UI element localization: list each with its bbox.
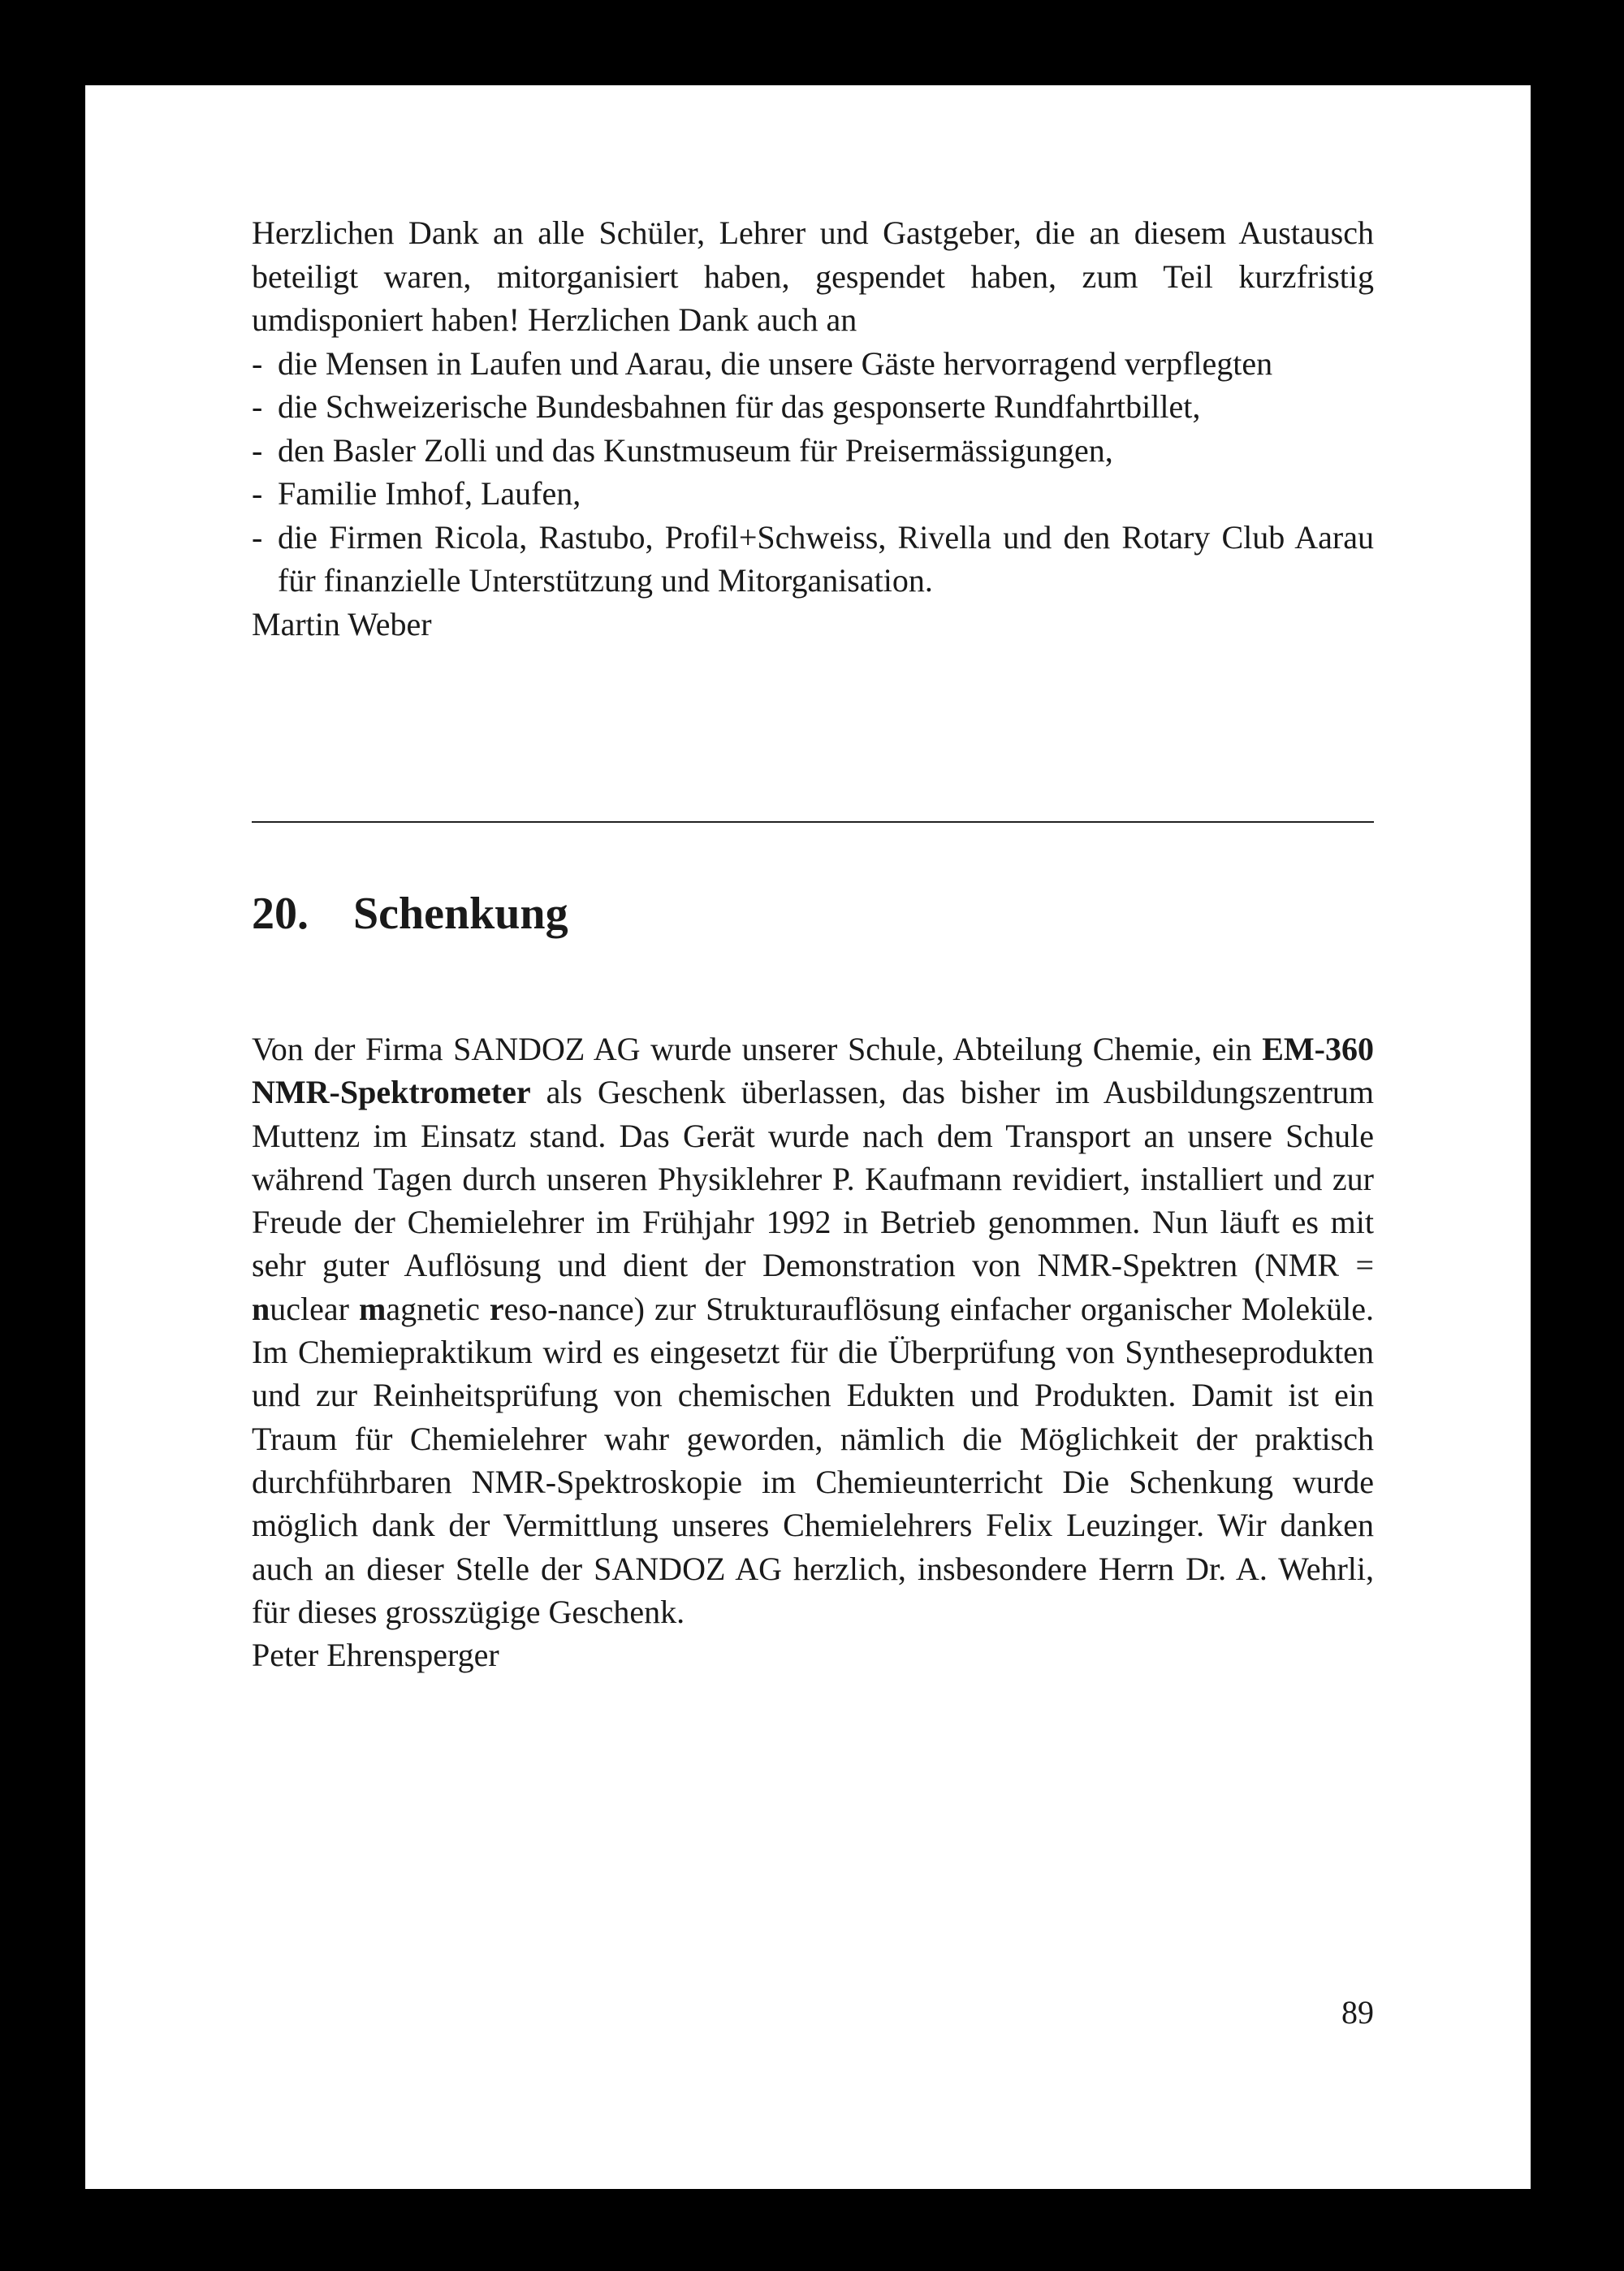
device-name: EM-360 NMR-Spektrometer bbox=[252, 1031, 1374, 1111]
list-item-text: die Firmen Ricola, Rastubo, Profil+Schweiss, Rivella und den Rotary Club Aarau für finanzielle Unterstützung und Mitorganisation. bbox=[278, 518, 1374, 599]
nmr-m-rest: agnetic bbox=[386, 1290, 480, 1327]
list-item bbox=[252, 472, 1374, 516]
body-text-2: als Geschenk überlassen, das bisher im Ausbildungszentrum Muttenz im Einsatz stand. Das Gerät wurde nach dem Transport an unsere Schule während Tagen durch unseren Physiklehrer P. Kaufmann revidiert, installiert und zur Freude der Chemielehrer im Frühjahr 1992 in Betrieb genommen. Nun läuft es mit sehr guter Auflösung und dient der Demonstration von NMR-Spektren (NMR = bbox=[252, 1074, 1375, 1284]
list-dash: - bbox=[252, 344, 263, 382]
thanks-signature: Martin Weber bbox=[252, 605, 432, 642]
section-number: 20. bbox=[252, 889, 309, 939]
list-item-text: den Basler Zolli und das Kunstmuseum für Preisermässigungen, bbox=[278, 431, 1113, 469]
list-dash: - bbox=[252, 475, 263, 512]
section-heading bbox=[252, 885, 568, 942]
list-item-text: Familie Imhof, Laufen, bbox=[278, 475, 581, 512]
list-item bbox=[252, 516, 1374, 603]
body-text-3: zur Strukturauflösung einfacher organischer Moleküle. Im Chemiepraktikum wird es eingesetzt für die Überprüfung von Syntheseprodukten und zur Reinheitsprüfung von chemischen Edukten und Produkten. Damit ist ein Traum für Chemielehrer wahr geworden, nämlich die Möglichkeit der praktisch durchführbaren NMR-Spektroskopie im Chemieunterricht Die Schenkung wurde möglich dank der Vermittlung unseres Chemielehrers Felix Leuzinger. Wir danken auch an dieser Stelle der SANDOZ AG herzlich, insbesondere Herrn Dr. A. Wehrli, für dieses grosszügige Geschenk. bbox=[252, 1290, 1375, 1630]
nmr-r-rest: eso-nance) bbox=[503, 1290, 645, 1327]
nmr-n-letter: n bbox=[252, 1290, 270, 1327]
list-item bbox=[252, 429, 1374, 473]
nmr-r-letter: r bbox=[489, 1290, 504, 1327]
section-body bbox=[252, 1027, 1374, 1676]
list-item bbox=[252, 342, 1374, 386]
section-title: Schenkung bbox=[353, 889, 568, 939]
thanks-intro: Herzlichen Dank an alle Schüler, Lehrer und Gastgeber, die an diesem Austausch beteiligt waren, mitorganisiert haben, gespendet haben, zum Teil kurzfristig umdisponiert haben! Herzlichen Dank auch an bbox=[252, 214, 1374, 338]
nmr-m-letter: m bbox=[359, 1290, 387, 1327]
section-divider bbox=[252, 821, 1374, 823]
body-text-1: Von der Firma SANDOZ AG wurde unserer Schule, Abteilung Chemie, ein bbox=[252, 1031, 1252, 1067]
thanks-block bbox=[252, 211, 1374, 646]
section-paragraph bbox=[252, 1027, 1374, 1633]
document-page bbox=[85, 85, 1531, 2189]
list-dash: - bbox=[252, 388, 263, 425]
page-number: 89 bbox=[1341, 1994, 1374, 2031]
nmr-n-rest: uclear bbox=[270, 1290, 349, 1327]
section-signature: Peter Ehrensperger bbox=[252, 1637, 499, 1674]
list-dash: - bbox=[252, 431, 263, 469]
list-item-text: die Mensen in Laufen und Aarau, die unsere Gäste hervorragend verpflegten bbox=[278, 344, 1273, 382]
list-dash: - bbox=[252, 518, 263, 556]
list-item bbox=[252, 385, 1374, 429]
list-item-text: die Schweizerische Bundesbahnen für das gesponserte Rundfahrtbillet, bbox=[278, 388, 1201, 425]
